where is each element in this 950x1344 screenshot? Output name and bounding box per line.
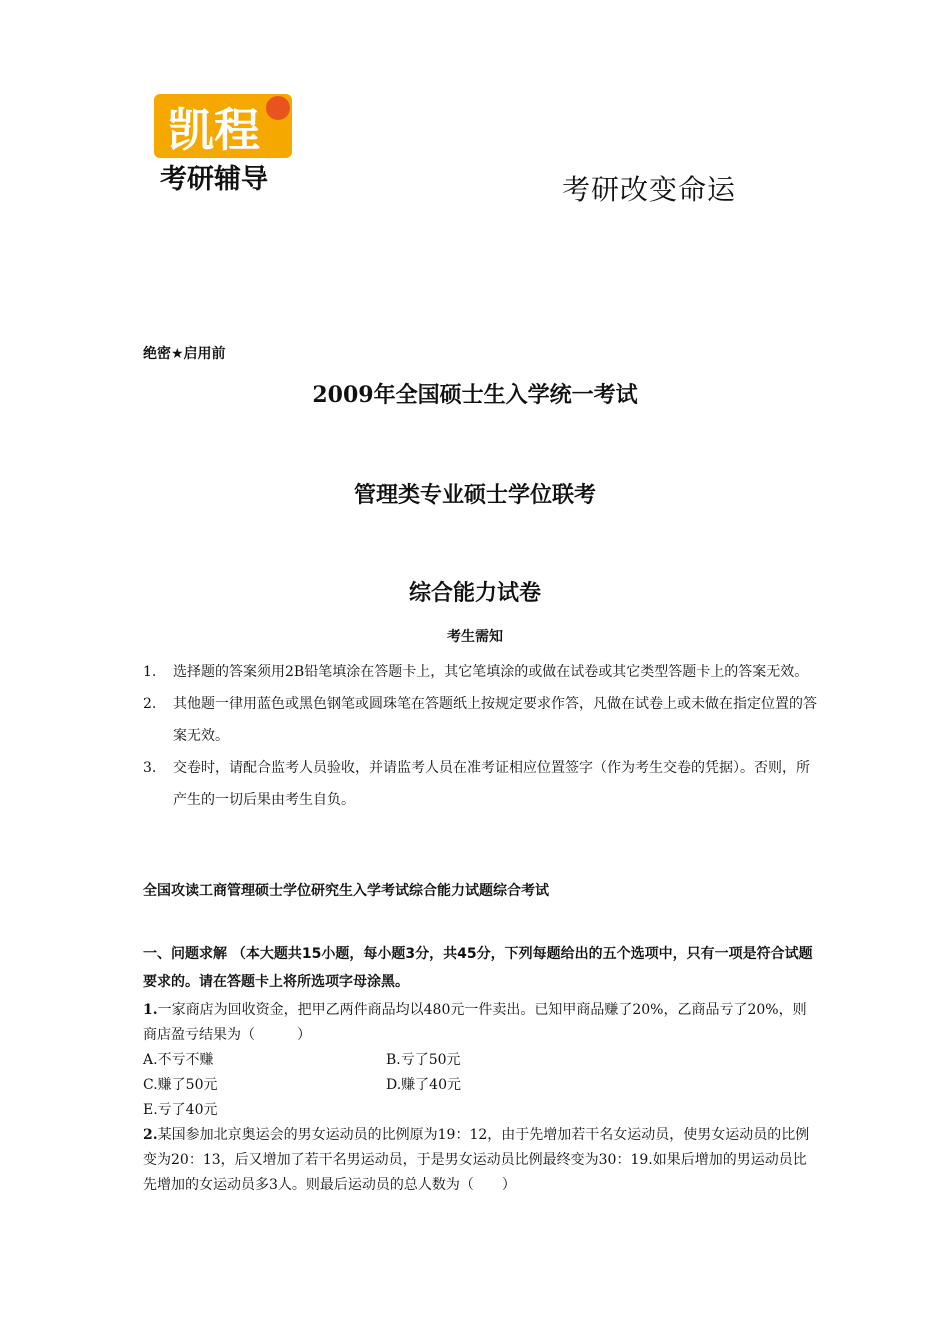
slogan: 考研改变命运 <box>562 173 737 206</box>
notice-heading: 考生需知 <box>447 629 503 645</box>
question-text: 某国参加北京奥运会的男女运动员的比例原为19：12，由于先增加若干名女运动员，使男女运动员的比例变为20：13，后又增加了若干名男运动员，于是男女运动员比例最终变为30：19.如果后增加的男运动员比先增加的女运动员多3人。则最后运动员的总人数为（ ） <box>143 1127 810 1193</box>
option-d: D.赚了40元 <box>386 1077 461 1093</box>
question-2 <box>143 1123 813 1198</box>
notice-item-text: 其他题一律用蓝色或黑色钢笔或圆珠笔在答题纸上按规定要求作答，凡做在试卷上或未做在指定位置的答案无效。 <box>173 696 817 744</box>
question-text: 一家商店为回收资金，把甲乙两件商品均以480元一件卖出。已知甲商品赚了20%，乙商品亏了20%，则商店盈亏结果为（ ） <box>143 1002 807 1043</box>
exam-subtitle: 管理类专业硕士学位联考 <box>353 482 596 508</box>
exam-heading: 全国攻读工商管理硕士学位研究生入学考试综合能力试题综合考试 <box>143 883 549 899</box>
notice-list <box>143 656 823 816</box>
logo-dot <box>266 96 290 120</box>
notice-item-number: 3. <box>143 760 157 776</box>
brand-logo <box>150 80 310 200</box>
section-instructions: 一、问题求解 （本大题共15小题，每小题3分，共45分，下列每题给出的五个选项中，只有一项是符合试题要求的。请在答题卡上将所选项字母涂黑。 <box>143 946 813 990</box>
question-number: 2. <box>143 1127 158 1143</box>
option-e: E.亏了40元 <box>143 1102 218 1118</box>
exam-title: 2009年全国硕士生入学统一考试 <box>312 382 638 408</box>
logo-subtitle: 考研辅导 <box>160 164 268 195</box>
logo-graphic <box>150 80 310 200</box>
option-c: C.赚了50元 <box>143 1077 218 1093</box>
notice-item <box>143 656 823 688</box>
question-stem <box>143 998 813 1048</box>
question-1 <box>143 998 813 1123</box>
logo-brand-text: 凯程 <box>168 103 260 157</box>
paper-title: 综合能力试卷 <box>408 580 541 606</box>
confidential-label: 绝密★启用前 <box>143 346 226 362</box>
options-grid <box>143 1048 813 1123</box>
notice-item <box>143 688 823 752</box>
notice-item-number: 2. <box>143 696 157 712</box>
option-a: A.不亏不赚 <box>143 1052 214 1068</box>
notice-item <box>143 752 823 816</box>
question-number: 1. <box>143 1002 158 1018</box>
notice-item-text: 交卷时，请配合监考人员验收，并请监考人员在准考证相应位置签字（作为考生交卷的凭据）。否则，所产生的一切后果由考生自负。 <box>173 760 810 808</box>
option-b: B.亏了50元 <box>386 1052 461 1068</box>
notice-item-text: 选择题的答案须用2B铅笔填涂在答题卡上，其它笔填涂的或做在试卷或其它类型答题卡上的答案无效。 <box>173 664 809 680</box>
notice-item-number: 1. <box>143 664 157 680</box>
